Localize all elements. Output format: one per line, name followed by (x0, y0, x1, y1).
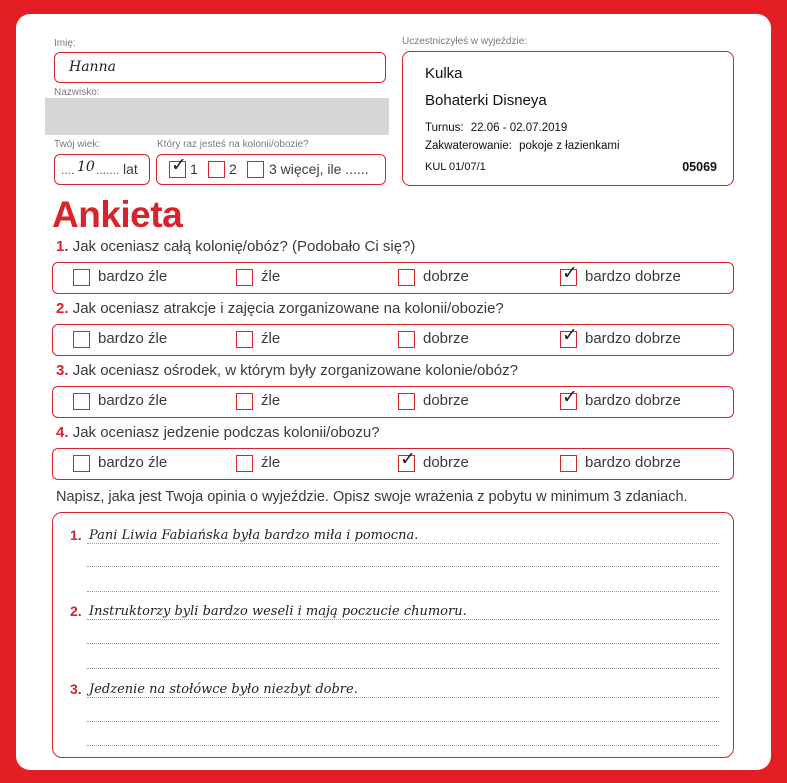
camp-title: Kulka (425, 65, 463, 82)
question-4-number: 4. (56, 424, 69, 441)
question-3-option-label: bardzo dobrze (585, 392, 681, 409)
surname-redacted (45, 98, 389, 135)
times-checkbox-1[interactable] (169, 154, 187, 178)
question-1-option-label: dobrze (423, 268, 469, 285)
age-dots-before: .... (61, 163, 75, 177)
opinion-prompt: Napisz, jaka jest Twoja opinia o wyjeździe. Opisz swoje wrażenia z pobytu w minimum 3 zdaniach. (56, 489, 688, 505)
answer-line (87, 643, 719, 644)
camp-info-box (402, 51, 734, 186)
times-option-1: 1 (190, 161, 198, 177)
question-3-option-label: dobrze (423, 392, 469, 409)
survey-title: Ankieta (52, 194, 183, 235)
turnus-label: Turnus: (425, 122, 464, 134)
accommodation-row (425, 140, 620, 152)
camp-subtitle: Bohaterki Disneya (425, 92, 547, 109)
age-label: Twój wiek: (54, 139, 101, 150)
question-1-text: Jak oceniasz całą kolonię/obóz? (Podobało Ci się?) (72, 238, 416, 255)
question-2-option-label: bardzo dobrze (585, 330, 681, 347)
times-option-3: 3 więcej, ile ...... (269, 161, 369, 177)
question-1-option-label: źle (261, 268, 281, 285)
question-1-checkbox-4[interactable] (560, 262, 578, 286)
answer-1-number: 1. (70, 527, 82, 543)
survey-sheet (16, 14, 771, 770)
answer-line (87, 591, 719, 592)
question-1-checkbox-3[interactable] (398, 269, 415, 286)
check-icon: ✓ (562, 386, 578, 408)
answer-line (87, 697, 719, 698)
turnus-row (425, 122, 567, 134)
question-3-number: 3. (56, 362, 69, 379)
accommodation-value: pokoje z łazienkami (519, 140, 620, 152)
times-field (156, 154, 386, 185)
question-2-checkbox-2[interactable] (236, 331, 253, 348)
question-2-checkbox-4[interactable] (560, 324, 578, 348)
question-4-checkbox-3[interactable] (398, 448, 416, 472)
question-4-checkbox-4[interactable] (560, 455, 577, 472)
question-4-options (52, 448, 734, 480)
question-3-options (52, 386, 734, 418)
question-3-checkbox-4[interactable] (560, 386, 578, 410)
question-1-options (52, 262, 734, 294)
answer-line (87, 721, 719, 722)
question-2-option-label: bardzo źle (98, 330, 168, 347)
accommodation-label: Zakwaterowanie: (425, 140, 512, 152)
question-2 (56, 300, 504, 317)
question-3-checkbox-2[interactable] (236, 393, 253, 410)
answer-2-number: 2. (70, 603, 82, 619)
answer-line (87, 745, 719, 746)
name-value: Hanna (69, 59, 116, 75)
check-icon: ✓ (562, 324, 578, 346)
name-field[interactable] (54, 52, 386, 83)
age-dots-after: ....... (96, 163, 120, 177)
question-4-option-label: bardzo źle (98, 454, 168, 471)
answer-line (87, 543, 719, 544)
answer-3-number: 3. (70, 681, 82, 697)
question-4-option-label: bardzo dobrze (585, 454, 681, 471)
answer-2-text: Instruktorzy byli bardzo weseli i mają poczucie chumoru. (89, 604, 467, 619)
age-value: 10 (77, 159, 95, 175)
surname-label: Nazwisko: (54, 87, 100, 98)
age-unit: lat (123, 161, 138, 177)
question-3-text: Jak oceniasz ośrodek, w którym były zorganizowane kolonie/obóz? (72, 362, 518, 379)
question-2-option-label: źle (261, 330, 281, 347)
question-2-checkbox-1[interactable] (73, 331, 90, 348)
times-label: Który raz jesteś na kolonii/obozie? (157, 139, 309, 150)
question-4-checkbox-1[interactable] (73, 455, 90, 472)
question-4-option-label: dobrze (423, 454, 469, 471)
times-option-2: 2 (229, 161, 237, 177)
question-3-checkbox-3[interactable] (398, 393, 415, 410)
camp-label: Uczestniczyłeś w wyjeździe: (402, 36, 528, 47)
turnus-value: 22.06 - 02.07.2019 (470, 122, 568, 134)
question-1-checkbox-2[interactable] (236, 269, 253, 286)
question-1-checkbox-1[interactable] (73, 269, 90, 286)
question-3-option-label: bardzo źle (98, 392, 168, 409)
times-checkbox-3[interactable] (247, 161, 264, 178)
question-1-option-label: bardzo źle (98, 268, 168, 285)
question-2-options (52, 324, 734, 356)
answer-line (87, 566, 719, 567)
question-2-number: 2. (56, 300, 69, 317)
age-field[interactable] (54, 154, 150, 185)
camp-code: KUL 01/07/1 (425, 161, 486, 173)
question-3-option-label: źle (261, 392, 281, 409)
name-label: Imię: (54, 38, 76, 49)
check-icon: ✓ (171, 154, 187, 176)
question-1-option-label: bardzo dobrze (585, 268, 681, 285)
answer-line (87, 668, 719, 669)
question-4-text: Jak oceniasz jedzenie podczas kolonii/obozu? (72, 424, 380, 441)
question-2-checkbox-3[interactable] (398, 331, 415, 348)
question-1-number: 1. (56, 238, 69, 255)
question-3 (56, 362, 518, 379)
question-4 (56, 424, 380, 441)
check-icon: ✓ (562, 262, 578, 284)
question-4-option-label: źle (261, 454, 281, 471)
answer-3-text: Jedzenie na stołówce było niezbyt dobre. (89, 682, 358, 697)
answer-line (87, 619, 719, 620)
camp-number: 05069 (682, 160, 717, 174)
question-4-checkbox-2[interactable] (236, 455, 253, 472)
check-icon: ✓ (400, 448, 416, 470)
question-1 (56, 238, 415, 255)
question-2-option-label: dobrze (423, 330, 469, 347)
opinion-box[interactable] (52, 512, 734, 758)
question-2-text: Jak oceniasz atrakcje i zajęcia zorganizowane na kolonii/obozie? (72, 300, 504, 317)
answer-1-text: Pani Liwia Fabiańska była bardzo miła i pomocna. (89, 528, 419, 543)
times-checkbox-2[interactable] (208, 161, 225, 178)
question-3-checkbox-1[interactable] (73, 393, 90, 410)
